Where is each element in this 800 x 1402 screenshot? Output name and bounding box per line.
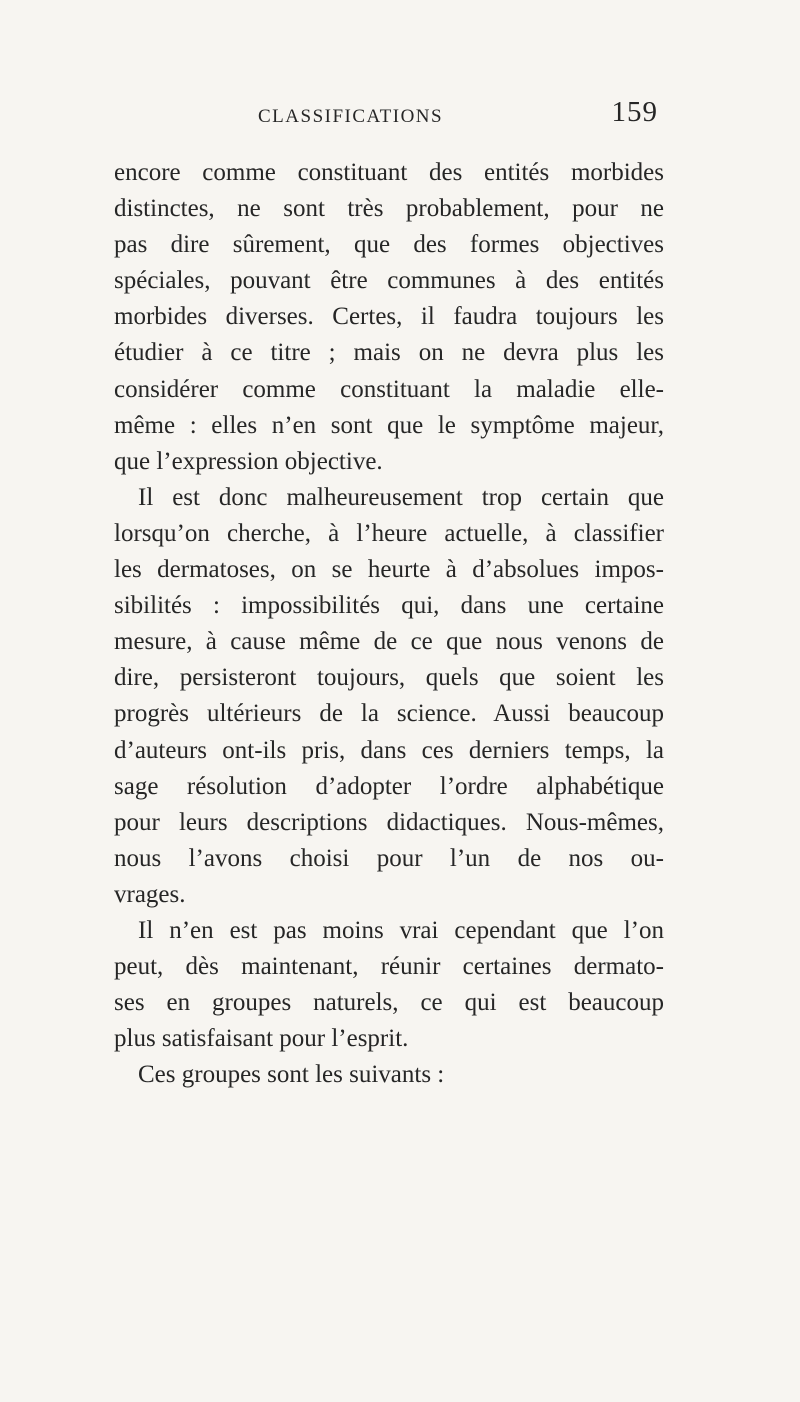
text-line: progrès ultérieurs de la science. Aussi beaucoup [114,700,664,728]
text-line: Ces groupes sont les suivants : [138,1061,445,1089]
text-line: dire, persisteront toujours, quels que soient les [114,664,664,692]
text-line: encore comme constituant des entités morbides [114,159,664,186]
text-line: même : elles n’en sont que le symptôme majeur, [114,411,664,439]
text-line: étudier à ce titre ; mais on ne devra plus les [114,339,664,367]
text-line: les dermatoses, on se heurte à d’absolues impos- [114,556,664,584]
text-line: sibilités : impossibilités qui, dans une certaine [114,592,664,620]
text-line: lorsqu’on cherche, à l’heure actuelle, à classifier [114,519,664,547]
running-head: CLASSIFICATIONS [258,106,444,127]
text-line: Il est donc malheureusement trop certain que [138,483,664,511]
text-line: spéciales, pouvant être communes à des entités [114,267,664,295]
page-number: 159 [611,96,658,128]
text-line: distinctes, ne sont très probablement, pour ne [114,195,664,223]
text-line: peut, dès maintenant, réunir certaines dermato- [114,953,664,981]
text-line: d’auteurs ont-ils pris, dans ces derniers temps, la [114,736,664,764]
text-line: vrages. [114,880,186,908]
text-line: Il n’en est pas moins vrai cependant que l’on [138,916,664,944]
text-line: que l’expression objective. [114,447,383,475]
page-header [258,96,658,136]
text-line: plus satisfaisant pour l’esprit. [114,1025,409,1053]
text-line: morbides diverses. Certes, il faudra toujours les [114,303,664,331]
text-line: nous l’avons choisi pour l’un de nos ou- [114,844,664,872]
text-line: pas dire sûrement, que des formes objectives [114,231,664,259]
body-text [114,155,664,1093]
text-line: ses en groupes naturels, ce qui est beaucoup [114,989,664,1017]
text-line: mesure, à cause même de ce que nous venons de [114,628,664,656]
text-line: sage résolution d’adopter l’ordre alphabétique [114,772,664,800]
text-line: pour leurs descriptions didactiques. Nous-mêmes, [114,808,664,836]
text-line: considérer comme constituant la maladie elle- [114,375,664,403]
